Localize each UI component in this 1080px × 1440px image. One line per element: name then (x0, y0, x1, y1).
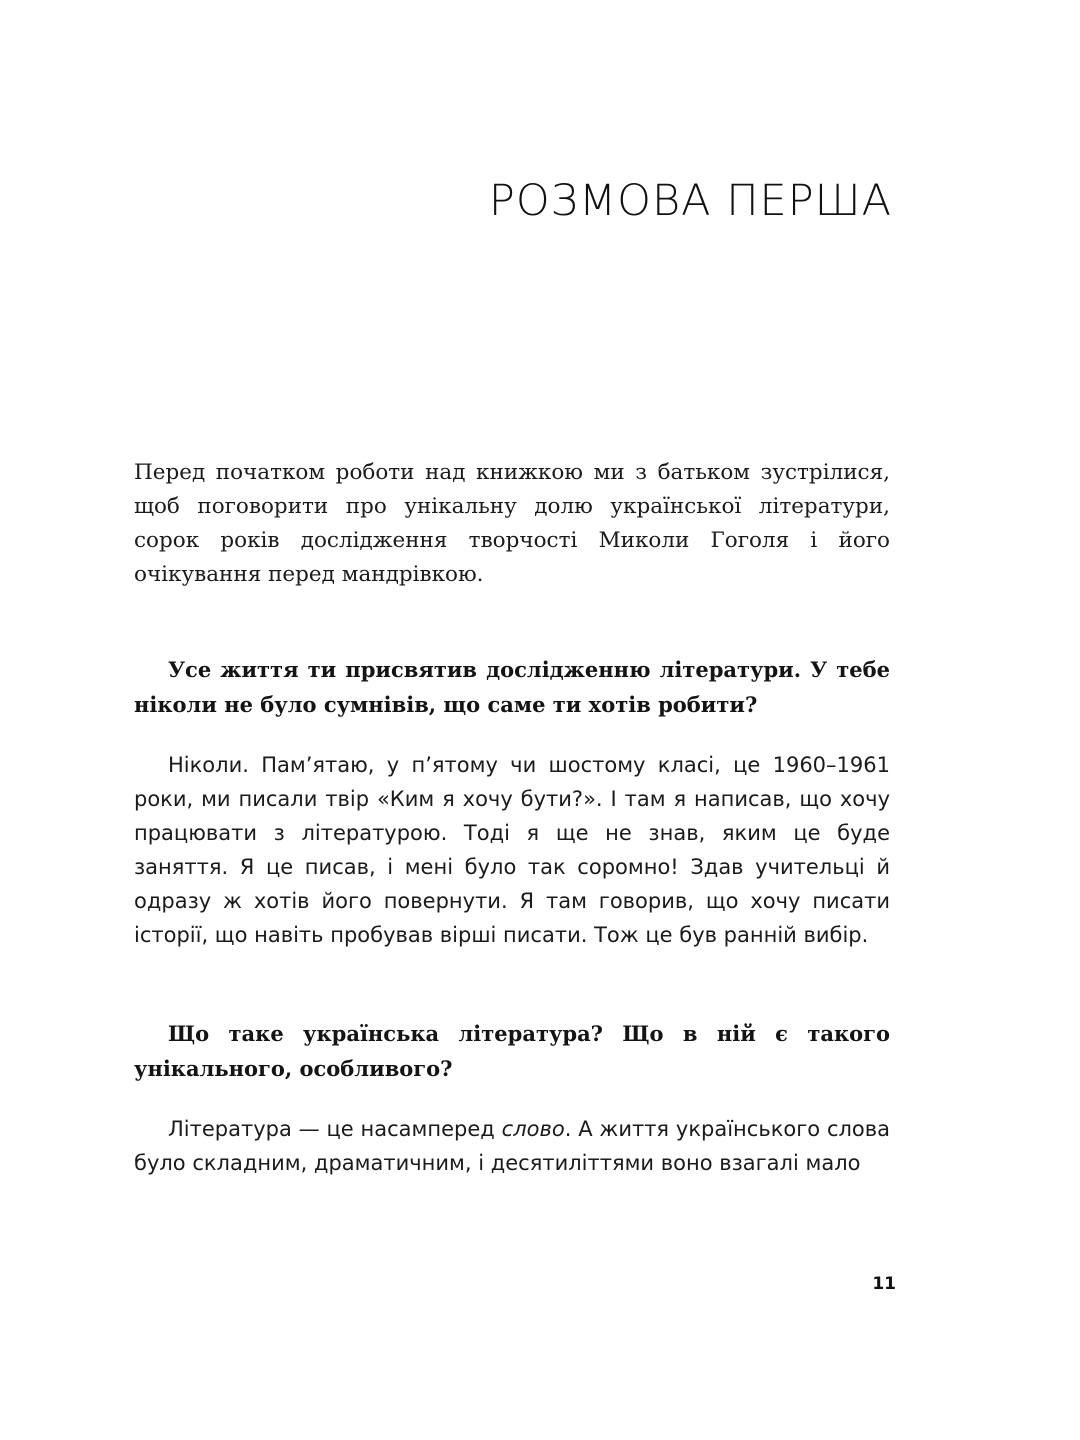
question-1: Усе життя ти присвятив дослідженню літератури. У тебе ніколи не було сумнівів, що саме ти хотів робити? (134, 657, 890, 717)
answer-2-text-end: . А життя українського слова було складним, драматичним, і десятиліттями воно взагалі мало (134, 1117, 890, 1175)
question-2: Що таке українська література? Що в ній є такого унікального, особливого? (134, 1021, 890, 1081)
answer-2-text-start: Література — це насамперед (168, 1117, 502, 1141)
answer-1: Ніколи. Пам’ятаю, у п’ятому чи шостому класі, це 1960–1961 роки, ми писали твір «Ким я хочу бути?». І там я написав, що хочу працювати з літературою. Тоді я ще не знав, яким це буде заняття. Я це писав, і мені було так соромно! Здав учительці й одразу ж хотів його повернути. Я там говорив, що хочу писати історії, що навіть пробував вірші писати. Тож це був ранній вибір. (134, 753, 890, 947)
chapter-title: РОЗМОВА ПЕРША (488, 176, 892, 226)
answer-2-emphasis: слово (501, 1117, 565, 1141)
answer-2 (134, 1112, 890, 1180)
intro-paragraph: Перед початком роботи над книжкою ми з батьком зустрілися, щоб поговорити про унікальну долю української літератури, сорок років дослідження творчості Миколи Гоголя і його очікування перед мандрівкою. (134, 460, 890, 587)
page-number: 11 (872, 1274, 896, 1294)
